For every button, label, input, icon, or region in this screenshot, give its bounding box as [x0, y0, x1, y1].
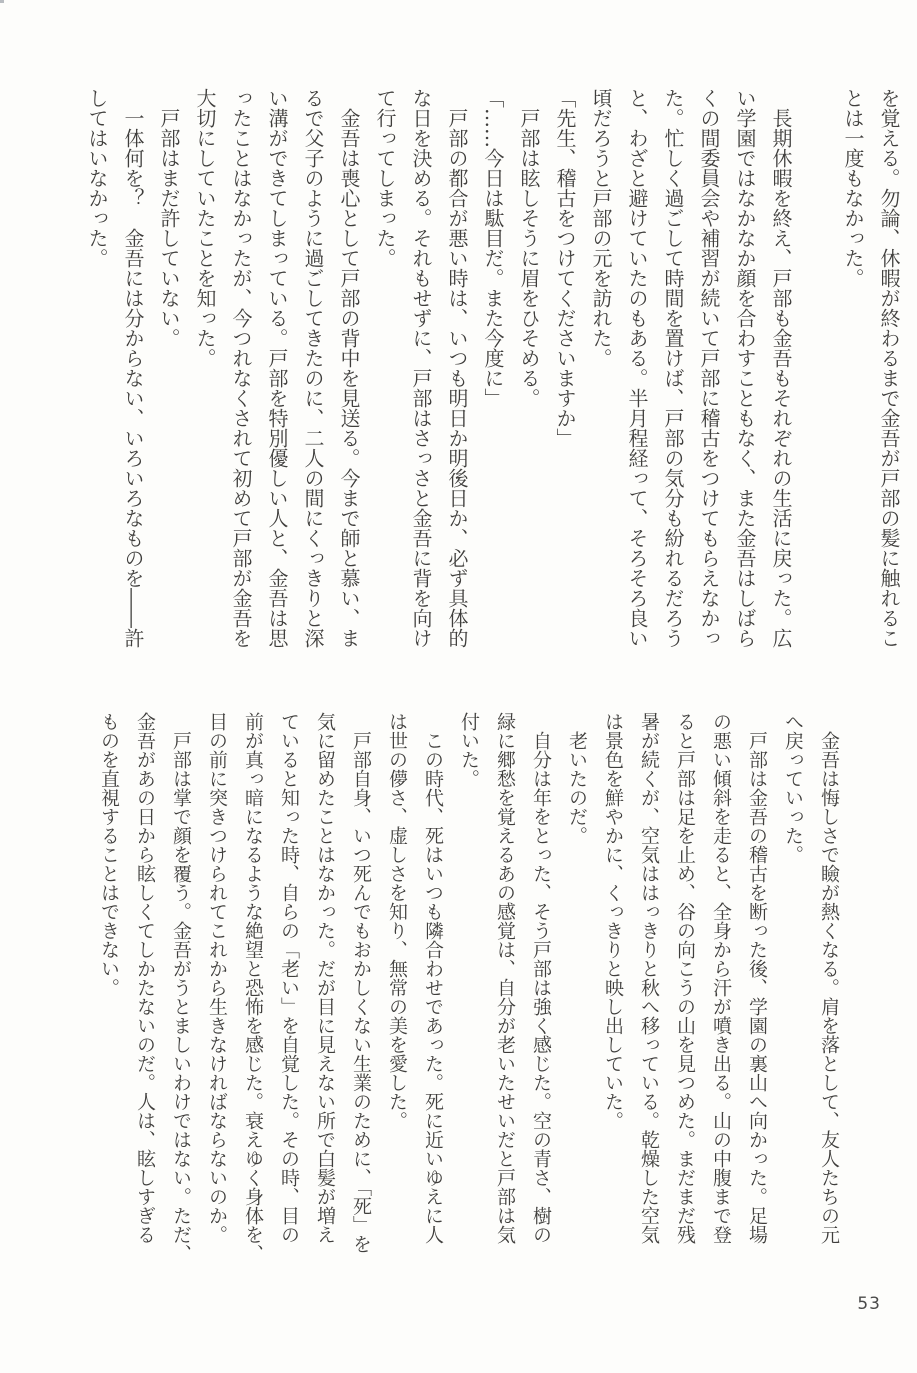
text-line: 長期休暇を終え、戸部も金吾もそれぞれの生活に戻った。広	[769, 88, 793, 648]
text-line: 戸部はまだ許していない。	[157, 88, 181, 348]
text-line: 「……今日は駄目だ。また今度に」	[481, 88, 505, 408]
text-line: 前が真っ暗になるような絶望と恐怖を感じた。衰えゆく身体を、	[242, 712, 264, 1263]
text-line: 大切にしていたことを知った。	[193, 88, 217, 368]
text-line: 老いたのだ。	[566, 712, 588, 845]
text-line: してはいなかった。	[85, 88, 109, 268]
text-line: 一体何を？ 金吾には分からない、いろいろなものを――許	[121, 88, 145, 648]
text-line: た。忙しく過ごして時間を置けば、戸部の気分も紛れるだろう	[661, 88, 685, 648]
text-line: この時代、死はいつも隣合わせであった。死に近いゆえに人	[422, 712, 444, 1244]
bottom-text-block	[91, 712, 847, 1284]
text-line: 緑に郷愁を覚えるあの感覚は、自分が老いたせいだと戸部は気	[494, 712, 516, 1244]
text-line: 金吾は悔しさで瞼が熱くなる。肩を落として、友人たちの元	[818, 712, 840, 1244]
text-line: るで父子のように過ごしてきたのに、二人の間にくっきりと深	[301, 88, 325, 648]
text-line: 目の前に突きつけられてこれから生きなければならないのか。	[206, 712, 228, 1244]
text-line: 金吾があの日から眩しくてしかたないのだ。人は、眩しすぎる	[134, 712, 156, 1244]
text-line: くの間委員会や補習が続いて戸部に稽古をつけてもらえなかっ	[697, 88, 721, 648]
text-line: は景色を鮮やかに、くっきりと映し出していた。	[602, 712, 624, 1130]
text-line: ものを直視することはできない。	[98, 712, 120, 997]
text-line: ていると知った時、自らの「老い」を自覚した。その時、目の	[278, 712, 300, 1244]
text-line: 「先生、稽古をつけてくださいますか」	[553, 88, 577, 448]
text-line: 戸部の都合が悪い時は、いつも明日か明後日か、必ず具体的	[445, 88, 469, 648]
text-line: 戸部は掌で顔を覆う。金吾がうとましいわけではない。ただ、	[170, 712, 192, 1263]
text-line: 暑が続くが、空気ははっきりと秋へ移っている。乾燥した空気	[638, 712, 660, 1244]
scan-artifact	[0, 0, 4, 3]
text-line: とは一度もなかった。	[841, 88, 865, 288]
text-line: て行ってしまった。	[373, 88, 397, 268]
top-text-block	[79, 88, 907, 666]
text-line: 戸部は金吾の稽古を断った後、学園の裏山へ向かった。足場	[746, 712, 768, 1244]
text-line: い溝ができてしまっている。戸部を特別優しい人と、金吾は思	[265, 88, 289, 648]
text-line: 気に留めたことはなかった。だが目に見えない所で白髪が増え	[314, 712, 336, 1244]
text-line: 付いた。	[458, 712, 480, 788]
text-line: と、わざと避けていたのもある。半月程経って、そろそろ良い	[625, 88, 649, 648]
text-line: 戸部は眩しそうに眉をひそめる。	[517, 88, 541, 408]
text-line: は世の儚さ、虚しさを知り、無常の美を愛した。	[386, 712, 408, 1130]
text-line: な日を決める。それもせずに、戸部はさっさと金吾に背を向け	[409, 88, 433, 648]
text-line: ると戸部は足を止め、谷の向こうの山を見つめた。まだまだ残	[674, 712, 696, 1244]
page-number: 53	[857, 1294, 881, 1314]
text-line: 戸部自身、いつ死んでもおかしくない生業のために、「死」を	[350, 712, 372, 1254]
text-line: ったことはなかったが、今つれなくされて初めて戸部が金吾を	[229, 88, 253, 648]
text-line: い学園ではなかなか顔を合わすこともなく、また金吾はしばら	[733, 88, 757, 648]
text-line: 自分は年をとった、そう戸部は強く感じた。空の青さ、樹の	[530, 712, 552, 1244]
text-line: の悪い傾斜を走ると、全身から汗が噴き出る。山の中腹まで登	[710, 712, 732, 1244]
text-line: 頃だろうと戸部の元を訪れた。	[589, 88, 613, 368]
text-line: へ戻っていった。	[782, 712, 804, 864]
text-line	[799, 88, 835, 666]
text-line: 金吾は喪心として戸部の背中を見送る。今まで師と慕い、ま	[337, 88, 361, 648]
text-line: を覚える。勿論、休暇が終わるまで金吾が戸部の髪に触れるこ	[877, 88, 901, 648]
